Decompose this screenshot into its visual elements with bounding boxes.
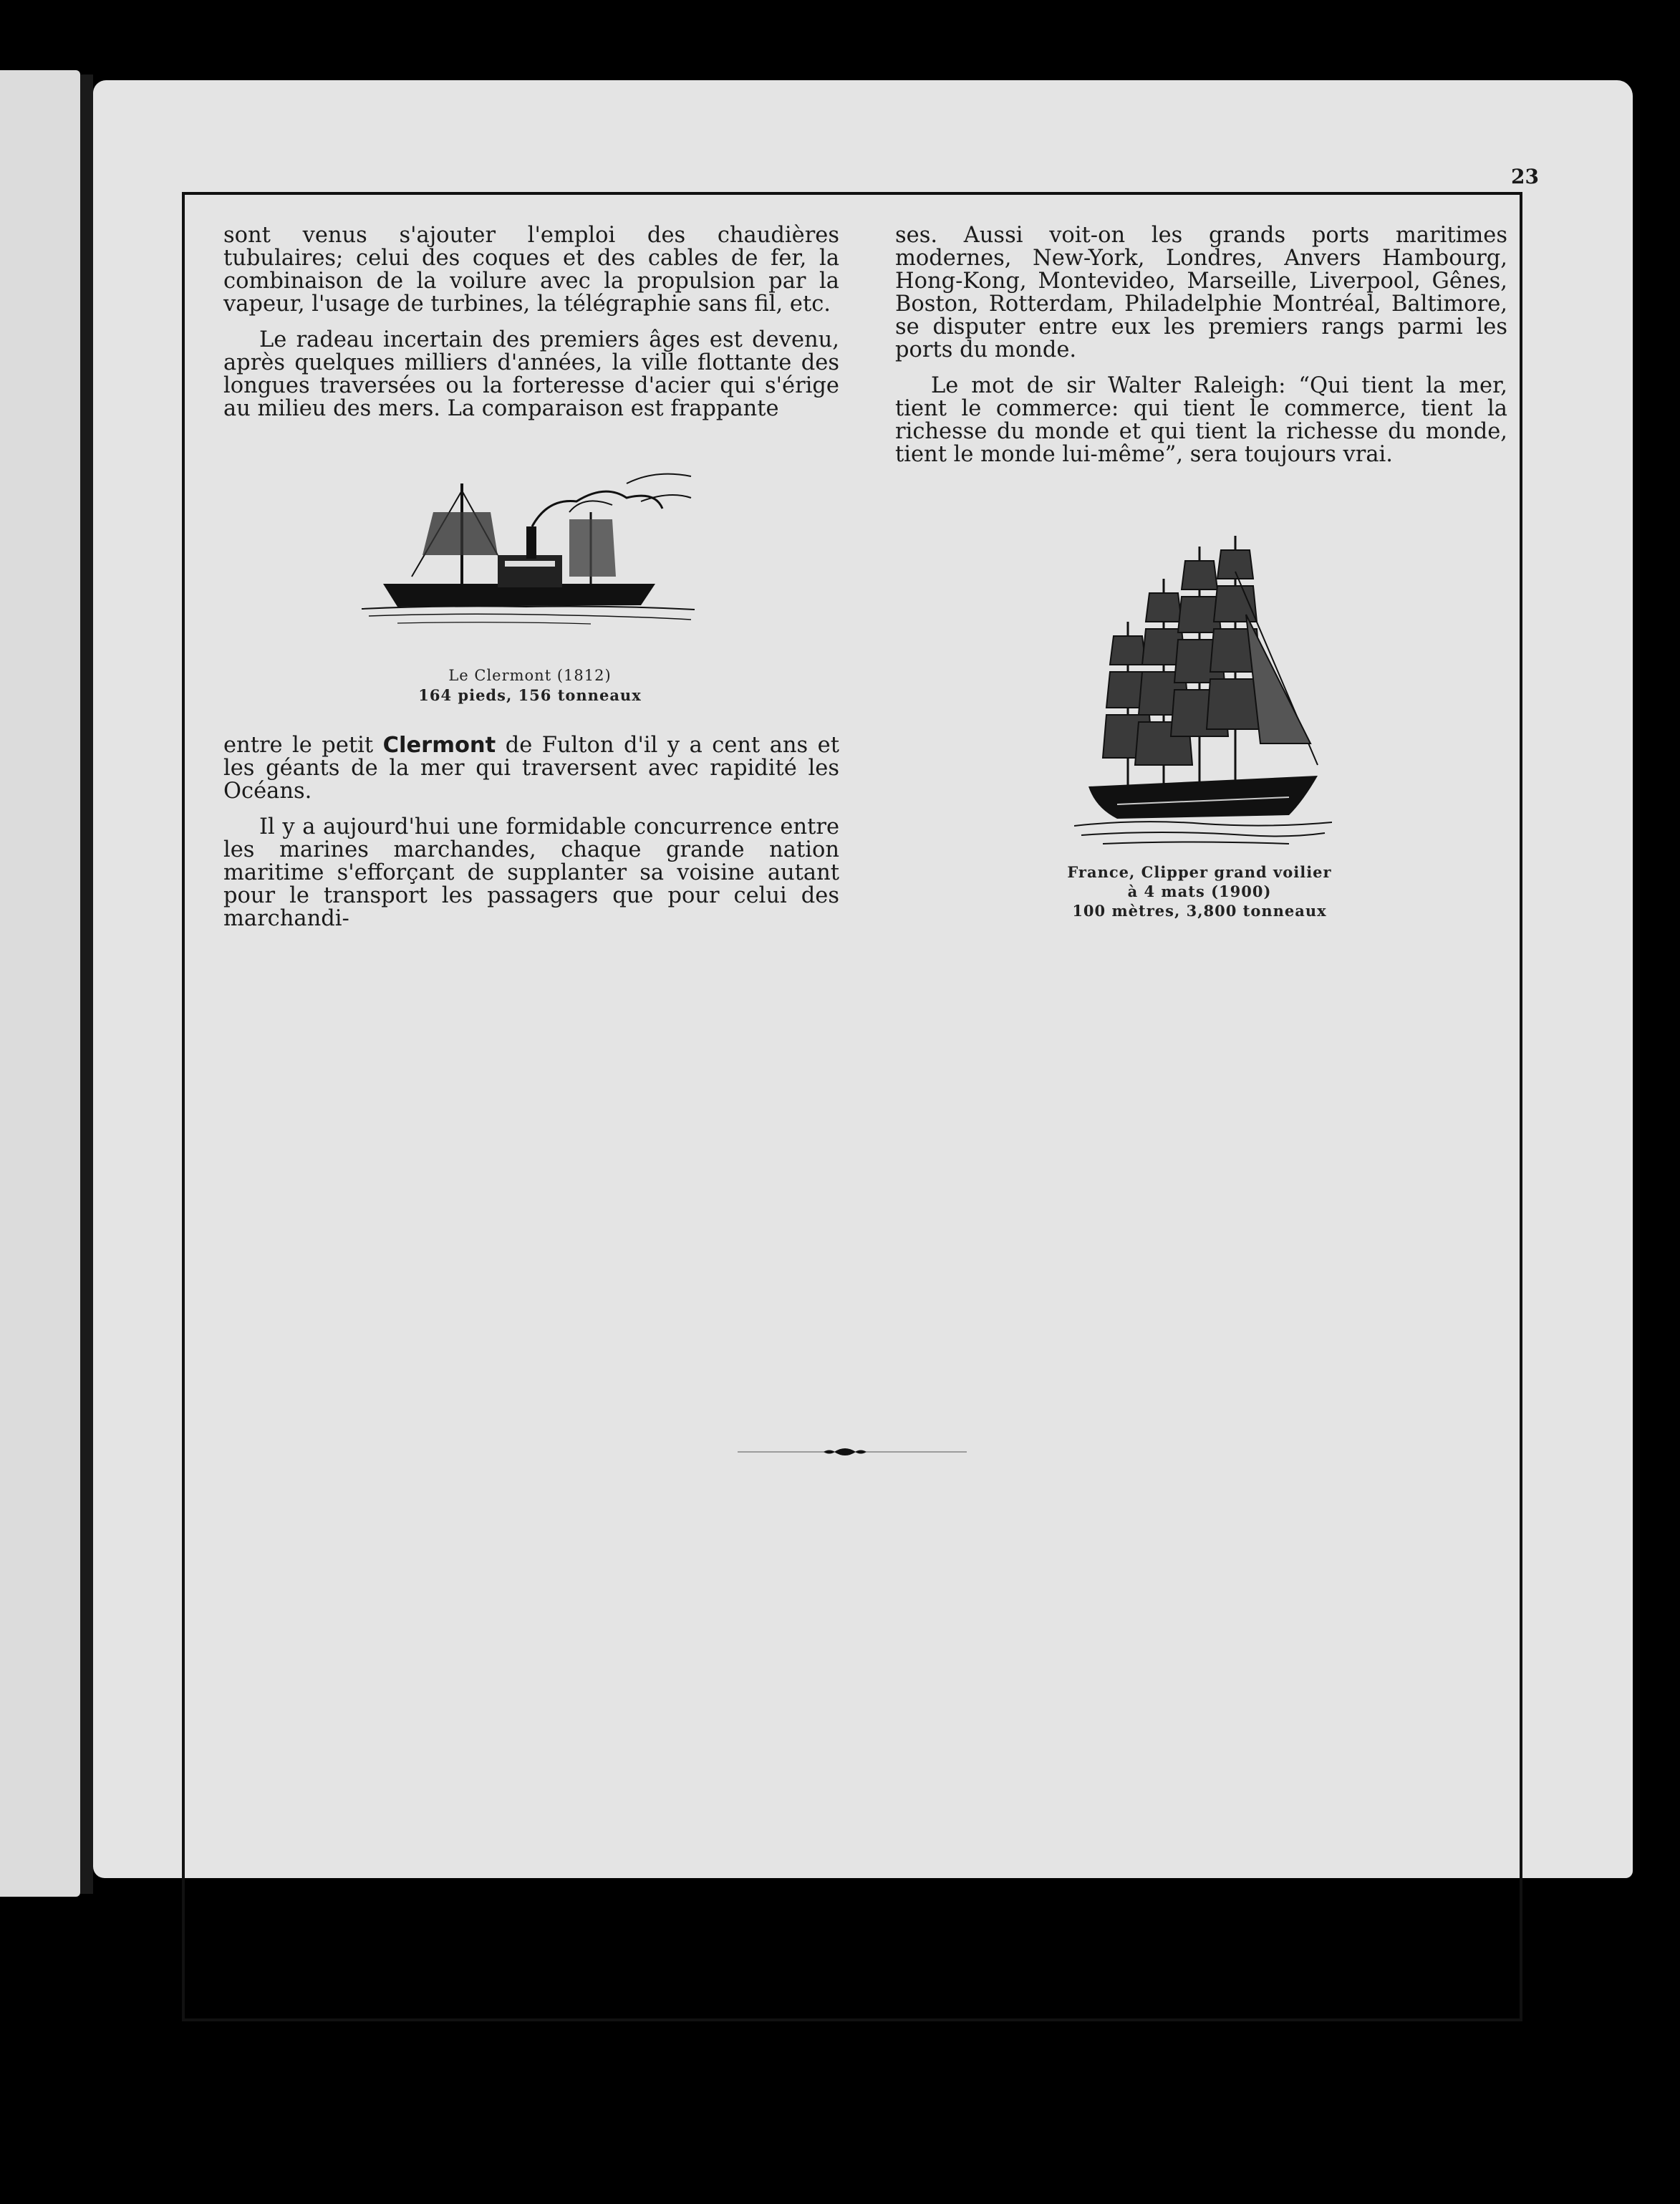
caption-line: 100 mètres, 3,800 tonneaux (1072, 902, 1327, 920)
book-gutter (80, 74, 93, 1894)
clermont-steamboat-illustration (354, 469, 702, 655)
text-run: entre le petit (223, 733, 374, 758)
paragraph (223, 734, 839, 803)
caption-line: Le Clermont (1812) (448, 667, 612, 684)
caption-line: 164 pieds, 156 tonneaux (418, 686, 642, 704)
left-column-top (223, 224, 839, 433)
page-number: 23 (1511, 165, 1539, 188)
caption-line: à 4 mats (1900) (1127, 882, 1272, 900)
paragraph: Le mot de sir Walter Raleigh: “Qui tient la mer, tient le commerce: qui tient le commerce, tient la richesse du monde et qui tient la richesse du monde, tient le monde lui-même”, sera toujours vrai. (895, 373, 1507, 467)
clipper-ship-illustration (1074, 529, 1332, 851)
right-column (895, 224, 1507, 479)
paragraph: sont venus s'ajouter l'emploi des chaudières tubulaires; celui des coques et des cables de fer, la combinaison de la voilure avec la propulsion par la vapeur, l'usage de turbines, la télégraphie sans fil, etc. (223, 223, 839, 317)
text-run: de Fulton d'il y a cent ans et les géants de la mer qui traversent avec rapidité les Océans. (223, 733, 839, 804)
left-column-bottom (223, 734, 839, 943)
clermont-bold: Clermont (382, 733, 496, 758)
paragraph: ses. Aussi voit-on les grands ports maritimes modernes, New-York, Londres, Anvers Hambourg, Hong-Kong, Montevideo, Marseille, Liverpool, Gênes, Boston, Rotterdam, Philadelphie Montréal, Baltimore, se disputer entre eux les premiers rangs parmi les ports du monde. (895, 223, 1507, 362)
decorative-ornament (738, 1441, 967, 1463)
clermont-caption (372, 666, 687, 705)
caption-line: France, Clipper grand voilier (1067, 863, 1332, 881)
paragraph: Le radeau incertain des premiers âges est devenu, après quelques milliers d'années, la ville flottante des longues traversées ou la forteresse d'acier qui s'érige au milieu des mers. La comparaison est frappante (223, 327, 839, 421)
facing-page-edge (0, 70, 80, 1897)
clipper-caption (1031, 862, 1368, 920)
paragraph: Il y a aujourd'hui une formidable concurrence entre les marines marchandes, chaque grande nation maritime s'efforçant de supplanter sa voisine autant pour le transport les passagers que pour celui des marchandi- (223, 814, 839, 931)
